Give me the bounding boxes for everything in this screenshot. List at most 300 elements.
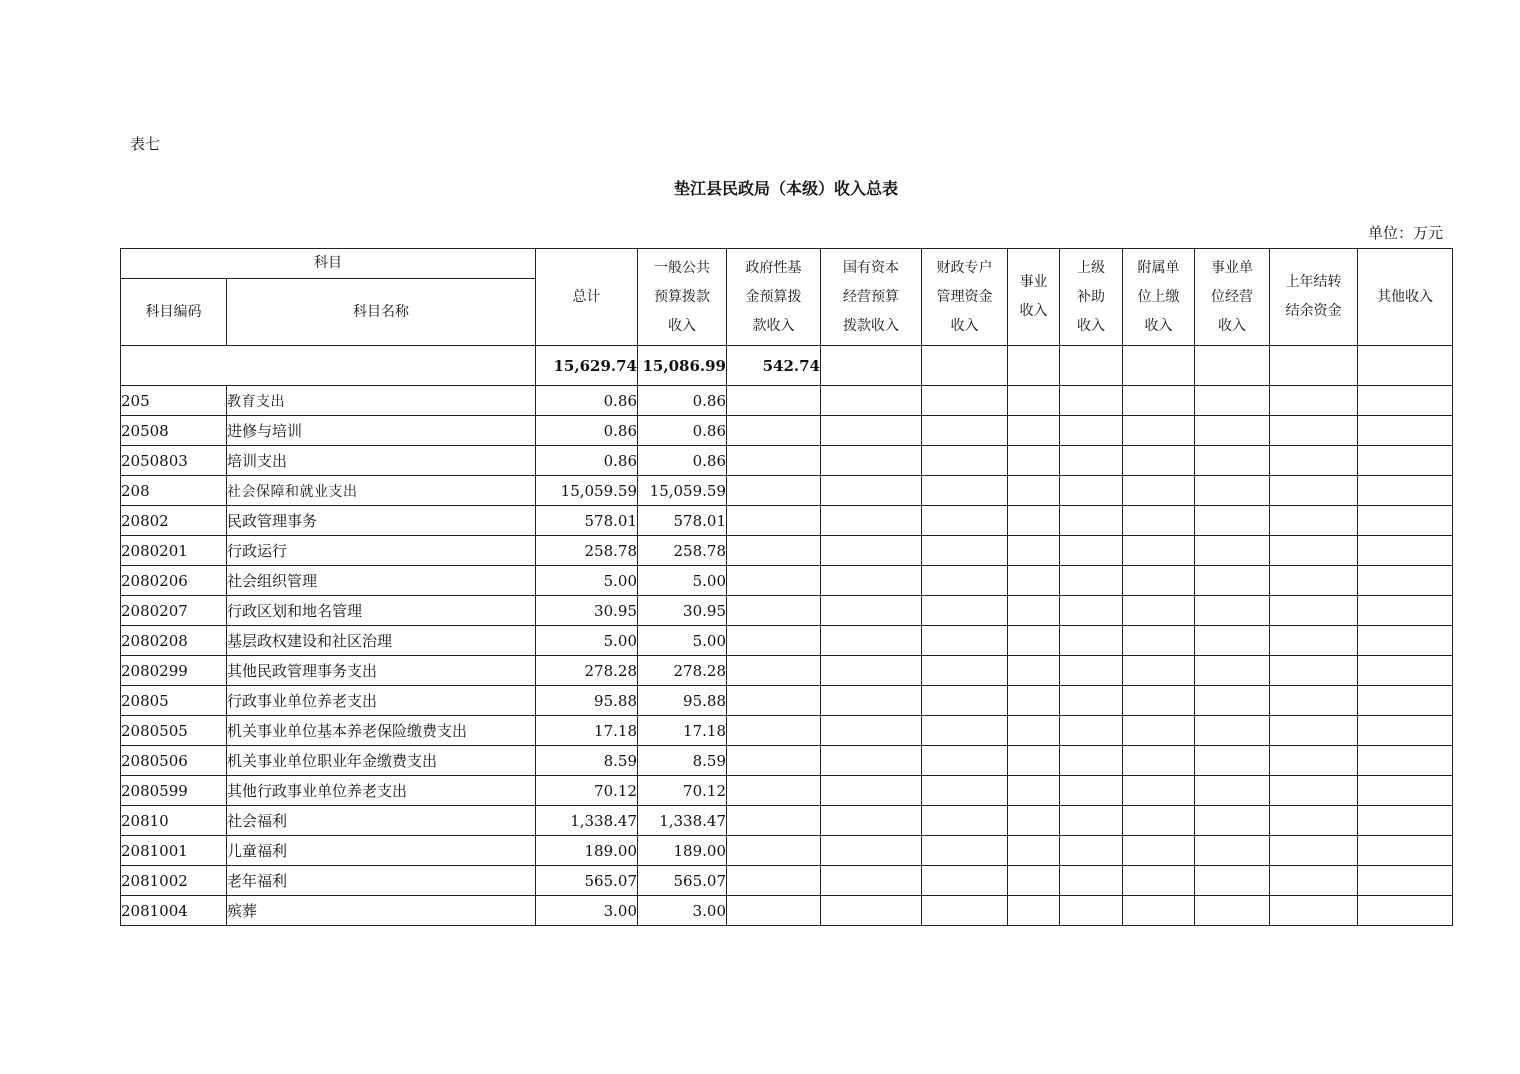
header-line: 补助: [1077, 288, 1105, 305]
total-amount-cell: 0.86: [536, 416, 638, 446]
empty-amount-cell: [1008, 716, 1060, 746]
empty-amount-cell: [1008, 866, 1060, 896]
general-budget-cell: 0.86: [638, 446, 727, 476]
subject-name-cell: 其他行政事业单位养老支出: [227, 776, 536, 806]
empty-amount-cell: [1060, 656, 1123, 686]
total-amount-cell: 5.00: [536, 626, 638, 656]
total-amount-cell: 0.86: [536, 446, 638, 476]
table-row: [121, 596, 1453, 626]
general-budget-cell: 0.86: [638, 386, 727, 416]
total-amount-cell: 1,338.47: [536, 806, 638, 836]
header-line: 收入: [950, 317, 979, 334]
subject-code-cell: 2050803: [121, 446, 227, 476]
empty-amount-cell: [1358, 866, 1453, 896]
empty-amount-cell: [1060, 626, 1123, 656]
general-budget-cell: 258.78: [638, 536, 727, 566]
general-budget-cell: 3.00: [638, 896, 727, 926]
general-budget-cell: 189.00: [638, 836, 727, 866]
empty-amount-cell: [1123, 476, 1195, 506]
empty-amount-cell: [1060, 866, 1123, 896]
empty-amount-cell: [821, 806, 922, 836]
table-row: [121, 476, 1453, 506]
empty-amount-cell: [922, 716, 1008, 746]
empty-amount-cell: [1358, 416, 1453, 446]
subject-code-cell: 20810: [121, 806, 227, 836]
total-amount-cell: 70.12: [536, 776, 638, 806]
col-header-state-capital: [821, 249, 922, 346]
empty-amount-cell: [1270, 506, 1358, 536]
subject-code-cell: 2080207: [121, 596, 227, 626]
empty-amount-cell: [1195, 566, 1270, 596]
empty-amount-cell: [1195, 896, 1270, 926]
empty-amount-cell: [1123, 536, 1195, 566]
empty-amount-cell: [922, 476, 1008, 506]
col-header-general-budget: [638, 249, 727, 346]
header-line: 事业单: [1211, 259, 1253, 276]
col-header-superior-subsidy: [1060, 249, 1123, 346]
empty-amount-cell: [1195, 836, 1270, 866]
empty-amount-cell: [727, 836, 821, 866]
empty-amount-cell: [1123, 686, 1195, 716]
table-row: [121, 416, 1453, 446]
empty-amount-cell: [922, 776, 1008, 806]
empty-amount-cell: [1008, 536, 1060, 566]
subject-header: 科目: [121, 249, 536, 279]
empty-amount-cell: [1195, 626, 1270, 656]
col-header-gov-fund: [727, 249, 821, 346]
total-amount-cell: 30.95: [536, 596, 638, 626]
subject-name-cell: 儿童福利: [227, 836, 536, 866]
empty-amount-cell: [727, 476, 821, 506]
header-line: 金预算拨: [745, 288, 802, 305]
empty-amount-cell: [1270, 416, 1358, 446]
table-row: [121, 506, 1453, 536]
empty-amount-cell: [1358, 476, 1453, 506]
table-row: [121, 836, 1453, 866]
empty-amount-cell: [922, 656, 1008, 686]
empty-amount-cell: [922, 416, 1008, 446]
table-row: [121, 386, 1453, 416]
empty-amount-cell: [821, 746, 922, 776]
header-line: 管理资金: [936, 288, 993, 305]
header-line: 位上缴: [1137, 288, 1180, 305]
empty-amount-cell: [1060, 896, 1123, 926]
empty-amount-cell: [821, 386, 922, 416]
empty-amount-cell: [821, 476, 922, 506]
empty-amount-cell: [1060, 716, 1123, 746]
subject-code-cell: 2081002: [121, 866, 227, 896]
table-row: [121, 566, 1453, 596]
total-cell: [1123, 346, 1195, 386]
empty-amount-cell: [1123, 656, 1195, 686]
empty-amount-cell: [1008, 446, 1060, 476]
subject-code-cell: 208: [121, 476, 227, 506]
empty-amount-cell: [727, 716, 821, 746]
general-budget-cell: 30.95: [638, 596, 727, 626]
header-line: 拨款收入: [843, 317, 899, 334]
subject-code-cell: 2080201: [121, 536, 227, 566]
subject-name-cell: 殡葬: [227, 896, 536, 926]
empty-amount-cell: [922, 896, 1008, 926]
empty-amount-cell: [1358, 686, 1453, 716]
general-budget-cell: 1,338.47: [638, 806, 727, 836]
empty-amount-cell: [922, 626, 1008, 656]
header-line: 一般公共: [654, 259, 710, 276]
subject-code-cell: 205: [121, 386, 227, 416]
empty-amount-cell: [821, 506, 922, 536]
empty-amount-cell: [1270, 446, 1358, 476]
header-line: 事业: [1019, 274, 1048, 290]
empty-amount-cell: [1270, 626, 1358, 656]
total-cell: [1195, 346, 1270, 386]
empty-amount-cell: [1195, 476, 1270, 506]
header-line: 收入: [668, 317, 696, 334]
empty-amount-cell: [1060, 686, 1123, 716]
total-label-cell: [121, 346, 536, 386]
empty-amount-cell: [1008, 626, 1060, 656]
empty-amount-cell: [1060, 386, 1123, 416]
subject-name-cell: 民政管理事务: [227, 506, 536, 536]
total-amount-cell: 258.78: [536, 536, 638, 566]
empty-amount-cell: [821, 686, 922, 716]
empty-amount-cell: [1195, 506, 1270, 536]
empty-amount-cell: [1123, 776, 1195, 806]
empty-amount-cell: [1358, 716, 1453, 746]
total-amount-cell: 189.00: [536, 836, 638, 866]
subject-code-cell: 2081004: [121, 896, 227, 926]
table-row: [121, 776, 1453, 806]
general-budget-cell: 5.00: [638, 626, 727, 656]
empty-amount-cell: [821, 626, 922, 656]
subject-name-cell: 行政运行: [227, 536, 536, 566]
header-line: 收入: [1077, 317, 1105, 334]
name-header: 科目名称: [227, 279, 536, 346]
empty-amount-cell: [727, 896, 821, 926]
empty-amount-cell: [1195, 866, 1270, 896]
empty-amount-cell: [1195, 656, 1270, 686]
empty-amount-cell: [821, 896, 922, 926]
empty-amount-cell: [821, 836, 922, 866]
total-amount-cell: 0.86: [536, 386, 638, 416]
empty-amount-cell: [1358, 386, 1453, 416]
code-header: 科目编码: [121, 279, 227, 346]
empty-amount-cell: [821, 656, 922, 686]
empty-amount-cell: [922, 386, 1008, 416]
empty-amount-cell: [1060, 536, 1123, 566]
income-summary-table: [120, 248, 1453, 926]
document-title: 垫江县民政局（本级）收入总表: [673, 179, 898, 198]
empty-amount-cell: [1123, 506, 1195, 536]
col-header-carryover: [1270, 249, 1358, 346]
table-number: 表七: [130, 135, 161, 153]
empty-amount-cell: [1008, 806, 1060, 836]
empty-amount-cell: [1195, 536, 1270, 566]
empty-amount-cell: [1195, 446, 1270, 476]
subject-name-cell: 机关事业单位职业年金缴费支出: [227, 746, 536, 776]
empty-amount-cell: [727, 536, 821, 566]
empty-amount-cell: [922, 686, 1008, 716]
empty-amount-cell: [821, 716, 922, 746]
header-line: 总计: [572, 288, 601, 305]
table-row: [121, 626, 1453, 656]
empty-amount-cell: [1195, 686, 1270, 716]
unit-label: 单位：万元: [1368, 224, 1444, 242]
empty-amount-cell: [727, 566, 821, 596]
empty-amount-cell: [821, 776, 922, 806]
empty-amount-cell: [1008, 836, 1060, 866]
general-budget-cell: 8.59: [638, 746, 727, 776]
empty-amount-cell: [1270, 716, 1358, 746]
total-amount-cell: 3.00: [536, 896, 638, 926]
table-row: [121, 446, 1453, 476]
subject-name-cell: 社会保障和就业支出: [227, 476, 536, 506]
subject-code-cell: 2080506: [121, 746, 227, 776]
subject-name-cell: 行政区划和地名管理: [227, 596, 536, 626]
header-line: 上年结转: [1285, 274, 1342, 290]
header-line: 政府性基: [745, 259, 802, 276]
empty-amount-cell: [727, 596, 821, 626]
empty-amount-cell: [727, 626, 821, 656]
total-amount-cell: 278.28: [536, 656, 638, 686]
subject-name-cell: 进修与培训: [227, 416, 536, 446]
empty-amount-cell: [1123, 626, 1195, 656]
empty-amount-cell: [1270, 866, 1358, 896]
subject-code-cell: 2080505: [121, 716, 227, 746]
col-header-business-income: [1008, 249, 1060, 346]
empty-amount-cell: [1270, 806, 1358, 836]
empty-amount-cell: [1123, 806, 1195, 836]
empty-amount-cell: [821, 566, 922, 596]
empty-amount-cell: [1270, 476, 1358, 506]
subject-code-cell: 2080208: [121, 626, 227, 656]
subject-code-cell: 2081001: [121, 836, 227, 866]
header-line: 附属单: [1137, 259, 1180, 276]
empty-amount-cell: [1123, 446, 1195, 476]
subject-name-cell: 行政事业单位养老支出: [227, 686, 536, 716]
total-amount-cell: 578.01: [536, 506, 638, 536]
empty-amount-cell: [1270, 896, 1358, 926]
empty-amount-cell: [1270, 596, 1358, 626]
empty-amount-cell: [1195, 386, 1270, 416]
empty-amount-cell: [1008, 686, 1060, 716]
col-header-special-account: [922, 249, 1008, 346]
header-line: 国有资本: [843, 259, 899, 276]
total-cell: [1358, 346, 1453, 386]
header-line: 收入: [1218, 317, 1246, 334]
empty-amount-cell: [821, 596, 922, 626]
empty-amount-cell: [1195, 716, 1270, 746]
empty-amount-cell: [1270, 656, 1358, 686]
empty-amount-cell: [922, 446, 1008, 476]
table-row: [121, 806, 1453, 836]
table-row: [121, 656, 1453, 686]
general-budget-cell: 278.28: [638, 656, 727, 686]
general-budget-cell: 5.00: [638, 566, 727, 596]
header-line: 经营预算: [843, 288, 899, 305]
empty-amount-cell: [1195, 806, 1270, 836]
empty-amount-cell: [922, 836, 1008, 866]
header-line: 款收入: [752, 317, 795, 334]
empty-amount-cell: [727, 686, 821, 716]
empty-amount-cell: [1123, 836, 1195, 866]
total-cell: [1060, 346, 1123, 386]
empty-amount-cell: [1358, 566, 1453, 596]
total-amount-cell: 565.07: [536, 866, 638, 896]
empty-amount-cell: [922, 596, 1008, 626]
empty-amount-cell: [1123, 746, 1195, 776]
header-line: 结余资金: [1285, 303, 1342, 319]
empty-amount-cell: [727, 446, 821, 476]
empty-amount-cell: [1358, 806, 1453, 836]
total-amount-cell: 5.00: [536, 566, 638, 596]
subject-code-cell: 20508: [121, 416, 227, 446]
empty-amount-cell: [922, 506, 1008, 536]
table-row: [121, 536, 1453, 566]
empty-amount-cell: [1270, 776, 1358, 806]
empty-amount-cell: [1270, 686, 1358, 716]
empty-amount-cell: [1060, 746, 1123, 776]
subject-name-cell: 教育支出: [227, 386, 536, 416]
empty-amount-cell: [1008, 506, 1060, 536]
subject-name-cell: 机关事业单位基本养老保险缴费支出: [227, 716, 536, 746]
empty-amount-cell: [1358, 536, 1453, 566]
empty-amount-cell: [922, 806, 1008, 836]
empty-amount-cell: [1008, 566, 1060, 596]
empty-amount-cell: [727, 806, 821, 836]
subject-name-cell: 基层政权建设和社区治理: [227, 626, 536, 656]
empty-amount-cell: [1358, 506, 1453, 536]
general-budget-cell: 70.12: [638, 776, 727, 806]
total-cell: 15,629.74: [536, 346, 638, 386]
subject-name-cell: 社会组织管理: [227, 566, 536, 596]
subject-name-cell: 其他民政管理事务支出: [227, 656, 536, 686]
empty-amount-cell: [1270, 536, 1358, 566]
empty-amount-cell: [1008, 416, 1060, 446]
total-amount-cell: 8.59: [536, 746, 638, 776]
total-row: [121, 346, 1453, 386]
header-line: 上级: [1077, 259, 1105, 276]
empty-amount-cell: [922, 866, 1008, 896]
empty-amount-cell: [821, 416, 922, 446]
col-header-other-income: [1358, 249, 1453, 346]
empty-amount-cell: [1123, 566, 1195, 596]
general-budget-cell: 578.01: [638, 506, 727, 536]
empty-amount-cell: [1123, 866, 1195, 896]
col-header-operating-income: [1195, 249, 1270, 346]
total-cell: [1008, 346, 1060, 386]
empty-amount-cell: [1195, 746, 1270, 776]
header-line: 收入: [1019, 303, 1048, 319]
total-cell: [922, 346, 1008, 386]
empty-amount-cell: [1358, 446, 1453, 476]
empty-amount-cell: [1123, 596, 1195, 626]
empty-amount-cell: [1270, 566, 1358, 596]
empty-amount-cell: [727, 656, 821, 686]
empty-amount-cell: [1060, 446, 1123, 476]
subject-code-cell: 20805: [121, 686, 227, 716]
empty-amount-cell: [1008, 746, 1060, 776]
header-line: 收入: [1144, 317, 1173, 334]
empty-amount-cell: [1008, 386, 1060, 416]
total-amount-cell: 17.18: [536, 716, 638, 746]
subject-code-cell: 2080599: [121, 776, 227, 806]
table-row: [121, 896, 1453, 926]
empty-amount-cell: [1060, 506, 1123, 536]
empty-amount-cell: [1060, 596, 1123, 626]
empty-amount-cell: [1060, 836, 1123, 866]
total-amount-cell: 95.88: [536, 686, 638, 716]
empty-amount-cell: [1008, 656, 1060, 686]
empty-amount-cell: [1195, 416, 1270, 446]
general-budget-cell: 95.88: [638, 686, 727, 716]
empty-amount-cell: [821, 866, 922, 896]
empty-amount-cell: [727, 416, 821, 446]
empty-amount-cell: [1270, 386, 1358, 416]
empty-amount-cell: [1270, 836, 1358, 866]
empty-amount-cell: [1008, 776, 1060, 806]
general-budget-cell: 565.07: [638, 866, 727, 896]
empty-amount-cell: [727, 866, 821, 896]
empty-amount-cell: [821, 446, 922, 476]
total-cell: [1270, 346, 1358, 386]
subject-code-cell: 2080299: [121, 656, 227, 686]
empty-amount-cell: [1008, 476, 1060, 506]
empty-amount-cell: [1123, 716, 1195, 746]
table-row: [121, 716, 1453, 746]
empty-amount-cell: [1270, 746, 1358, 776]
empty-amount-cell: [1123, 416, 1195, 446]
general-budget-cell: 17.18: [638, 716, 727, 746]
empty-amount-cell: [1358, 746, 1453, 776]
subject-code-cell: 20802: [121, 506, 227, 536]
total-cell: 15,086.99: [638, 346, 727, 386]
col-header-affiliated-turnover: [1123, 249, 1195, 346]
empty-amount-cell: [1060, 806, 1123, 836]
empty-amount-cell: [727, 506, 821, 536]
table-row: [121, 866, 1453, 896]
empty-amount-cell: [1060, 566, 1123, 596]
total-cell: 542.74: [727, 346, 821, 386]
total-cell: [821, 346, 922, 386]
empty-amount-cell: [1195, 776, 1270, 806]
empty-amount-cell: [1358, 896, 1453, 926]
table-row: [121, 746, 1453, 776]
subject-code-cell: 2080206: [121, 566, 227, 596]
subject-name-cell: 培训支出: [227, 446, 536, 476]
empty-amount-cell: [727, 746, 821, 776]
col-header-total: [536, 249, 638, 346]
header-line: 位经营: [1211, 288, 1253, 305]
empty-amount-cell: [1008, 596, 1060, 626]
table-row: [121, 686, 1453, 716]
subject-name-cell: 社会福利: [227, 806, 536, 836]
empty-amount-cell: [1358, 626, 1453, 656]
empty-amount-cell: [1358, 776, 1453, 806]
empty-amount-cell: [1060, 416, 1123, 446]
empty-amount-cell: [922, 536, 1008, 566]
empty-amount-cell: [1123, 386, 1195, 416]
empty-amount-cell: [1358, 656, 1453, 686]
total-amount-cell: 15,059.59: [536, 476, 638, 506]
empty-amount-cell: [922, 746, 1008, 776]
subject-name-cell: 老年福利: [227, 866, 536, 896]
empty-amount-cell: [1008, 896, 1060, 926]
header-line: 财政专户: [936, 259, 993, 276]
empty-amount-cell: [1195, 596, 1270, 626]
empty-amount-cell: [1060, 776, 1123, 806]
empty-amount-cell: [1123, 896, 1195, 926]
empty-amount-cell: [922, 566, 1008, 596]
